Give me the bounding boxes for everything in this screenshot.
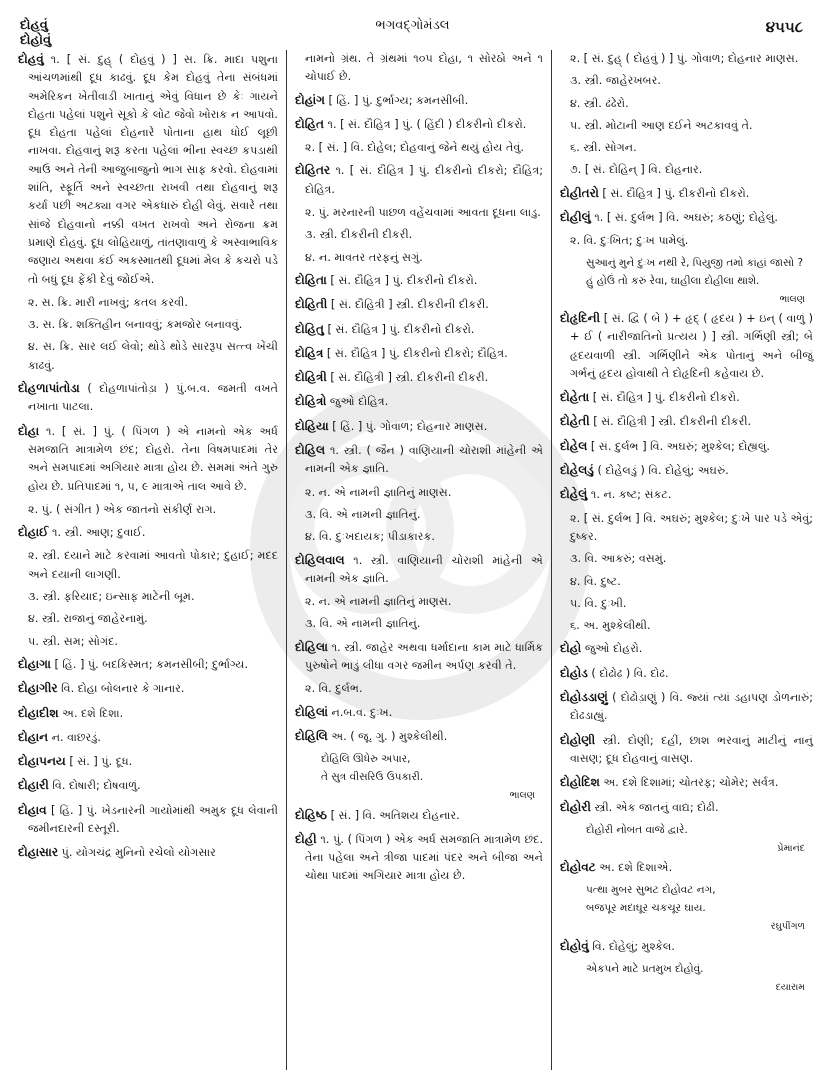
definition: ૧. સ્ત્રી. ( જૈન ) વાણિયાની ચોરાશી માંહેની એ નામની એક જ્ઞાતિ. — [305, 444, 544, 476]
definition: ૧. સ્ત્રી. વાણિયાની ચોરાશી માંહેની એ નામની એક જ્ઞાતિ. — [305, 553, 543, 585]
definition: ૨. ન. એ નામની જ્ઞાતિનું માણસ. — [305, 595, 452, 609]
dictionary-entry — [295, 417, 543, 436]
definition: ( દોઢોડ઼ાણું ) વિ. જ્યાં ત્યાં ડહાપણ ડોળનારું; દોઢડાહ્યું. — [570, 691, 813, 723]
dictionary-entry — [560, 208, 813, 227]
definition: ૫. વિ. દુઃખી. — [570, 596, 627, 610]
definition: [ સં. દુર્લભ ] વિ. અઘરું; મુશ્કેલ; દોહ્યલું. — [590, 439, 770, 453]
definition: ૩. સ્ત્રી. દીકરીની દીકરી. — [305, 228, 413, 242]
definition: ૪. વિ. દુઃખદાયક; પીડાકારક. — [305, 530, 435, 544]
headword: દોહેતા — [560, 390, 590, 405]
headword: દોહાપનય — [18, 754, 66, 769]
dictionary-entry — [18, 801, 278, 839]
dictionary-entry — [560, 461, 813, 480]
definition: ( દોહળાપાંતોડ઼ા ) પું.બ.વ. જમતી વખતે નખાતા પાટલા. — [28, 382, 278, 414]
sub-definition — [18, 294, 278, 312]
headword: દોહીલું — [560, 210, 591, 225]
headword: દોહા — [18, 423, 40, 438]
sub-definition — [560, 95, 813, 113]
definition: ૧. સ્ત્રી. જાહેર અથવા ધર્માદાના કામ માટે ધાર્મિક પુરુષોને ભાડું લીધા વગર જમીન અર્પણ કરવી તે. — [305, 640, 543, 673]
definition: પું. યોગચંદ્ર મુનિનો રચેલો યોગસાર — [61, 846, 216, 860]
sub-definition — [560, 595, 813, 613]
definition: ૬. સ્ત્રી. સોગન. — [570, 141, 637, 155]
definition: ૪. સ્ત્રી. રાજાનું જાહેરનામું. — [28, 612, 148, 626]
definition: [ હિં. ] પું. ગોવાળ; દોહનાર માણસ. — [332, 419, 488, 433]
quotation-source: ભાલણ — [779, 293, 805, 305]
definition: ૫. સ્ત્રી. મોટાની આણ દઈને અટકાવવું તે. — [570, 118, 753, 132]
dictionary-entry — [560, 773, 813, 792]
dictionary-entry — [18, 655, 278, 674]
definition: [ સં. દૌહિત્રી ] સ્ત્રી. દીકરીની દીકરી. — [330, 298, 489, 312]
headword: દોહી — [295, 831, 317, 846]
sub-definition — [295, 50, 543, 87]
definition: ૪. વિ. દુષ્ટ. — [570, 574, 621, 588]
quotation-source: ભાલણ — [509, 790, 535, 802]
definition: ( દોઢોઢ઼ ) વિ. દોઢ. — [591, 666, 669, 680]
sub-definition — [560, 117, 813, 135]
dictionary-entry — [560, 309, 813, 383]
headword: દોહો — [560, 641, 582, 656]
definition: ૨. વિ. દુર્લભ. — [305, 682, 363, 696]
definition: [ સં. દૌહિત્ર ] પું. દીકરીનો દીકરો. — [592, 391, 740, 405]
definition: [ હિં. ] પું. દુર્ભાગ્ય; કમનસીબી. — [328, 93, 469, 107]
definition: ન. વાછરડું. — [51, 730, 101, 744]
dictionary-entry — [295, 703, 543, 722]
quotation-source: દયારામ — [775, 981, 805, 993]
definition: ૩. સ્ત્રી. ફરિયાદ; ઇન્સાફ માટેની બૂમ. — [28, 590, 195, 604]
sub-definition — [560, 232, 813, 250]
headword: દોહેલું — [560, 487, 588, 502]
definition: [ સં. દૌહિત્રી ] સ્ત્રી. દીકરીની દીકરી. — [593, 415, 752, 429]
dictionary-entry — [295, 368, 543, 387]
definition: [ સં. ] પું. દૂધ. — [69, 755, 133, 769]
definition: ૨. પું. મરનારની પાછળ વહેંચવામાં આવતા દૂધના લાડુ. — [305, 206, 541, 220]
dictionary-entry — [18, 379, 278, 417]
definition: ૧. [ સં. દૌહિત્ર ] પું. દીકરીનો દીકરો; દૌહિત્ર; દોહિત્ર. — [305, 164, 543, 196]
definition: વિ. દોહા બોલનાર કે ગાનાર. — [61, 682, 185, 696]
headword: દોહિલા — [295, 639, 328, 654]
headword: દોહાંગ — [295, 92, 325, 107]
definition: ૩. વિ. આકરું; વસમું. — [570, 552, 667, 566]
headword: દોહિયા — [295, 418, 329, 433]
headword: દોહિત્રો — [295, 394, 327, 409]
dictionary-entry — [295, 320, 543, 339]
definition: વિ. દોહેલું; મુશ્કેલ. — [592, 939, 675, 953]
column-2 — [286, 50, 552, 1070]
definition: જુઓ દોહિત્ર. — [329, 395, 389, 409]
quotation-line: પત્થા મુબર સુભટ દોહોવટ નગ, — [586, 884, 716, 897]
sub-definition — [295, 615, 543, 633]
dictionary-entry — [295, 441, 543, 479]
headword: દોહારી — [18, 778, 49, 793]
definition: ન.બ.વ. દુઃખ. — [331, 705, 393, 719]
definition: ૩. વિ. એ નામની જ્ઞાતિનું. — [305, 507, 421, 521]
quotation-line: બજપૂર મદાઘૂર ચકચૂર ઘાય. — [586, 902, 706, 915]
definition: ૪. ન. માવતર તરફનું સગું. — [305, 250, 423, 264]
definition: ૨. ન. એ નામની જ્ઞાતિનું માણસ. — [305, 485, 452, 499]
headword: દોહોડડાણું — [560, 690, 608, 705]
definition: ૧. [ સં. દૌહિત્ર ] પું. ( હિંદી ) દીકરીનો દીકરો. — [327, 117, 527, 131]
definition: [ સં. દૌહિત્ર ] પું. દીકરીનો દીકરો. — [602, 186, 750, 200]
dictionary-entry — [560, 664, 813, 683]
dictionary-entry — [560, 937, 813, 956]
definition: ૨. સ. ક્રિ. મારી નાખવું; કતલ કરવી. — [28, 295, 188, 309]
headword: દોહોવું — [560, 938, 589, 953]
definition: ૨. [ સં. ] વિ. દોહેલ; દોહવાનું જેને થયું હોય તેવું. — [305, 141, 524, 155]
headword: દોહિલવાલ — [295, 552, 345, 567]
definition: ૩. વિ. એ નામની જ્ઞાતિનું. — [305, 617, 421, 631]
page-header — [0, 14, 825, 54]
quotation-source: પ્રેમાનંદ — [777, 842, 805, 854]
dictionary-entry — [18, 752, 278, 771]
headword: દોહાદીશ — [18, 705, 59, 720]
dictionary-entry — [560, 639, 813, 658]
definition: નામનો ગ્રંથ. તે ગ્રંથમાં ૧૦૫ દોહા, ૧ સોરઠો અને ૧ ચોપાઈ છે. — [305, 52, 543, 84]
quotation-line: સુઆનું મુને દુઃખ નથી રે, પિયુજી તમો કાંહાં જાસો ? — [586, 256, 804, 269]
sub-definition — [18, 547, 278, 584]
dictionary-columns — [18, 50, 813, 1070]
quotation-source: રઘુપીંગળ — [770, 921, 805, 933]
headword: દોહોણી — [560, 732, 596, 747]
definition: ૧. [ સં. દુર્લભ ] વિ. અઘરું; કઠણું; દોહેલું. — [594, 211, 778, 225]
definition: ( દોહેલડું ) વિ. દોહેલું; અઘરું. — [597, 464, 729, 478]
column-3 — [552, 50, 813, 1070]
headword: દોહળાપાંતોડા — [18, 381, 80, 396]
dictionary-entry — [295, 115, 543, 134]
column-1 — [18, 50, 286, 1070]
dictionary-entry — [18, 704, 278, 723]
dictionary-entry — [18, 422, 278, 496]
definition: જુઓ દોહરો. — [584, 642, 643, 656]
headword: દોહિત — [295, 116, 324, 131]
guide-word-last: દોહોવું — [20, 33, 52, 48]
definition: [ સં. દૌહિત્ર ] પું. દીકરીનો દીકરો; દૌહિત્ર. — [326, 346, 508, 360]
quotation-line: એકપને માટે પ્રતમુખ દોહોવું. — [586, 962, 704, 975]
quotation-line: દોહોરી નોબત વાજે દ્વારે. — [586, 823, 688, 836]
sub-definition — [295, 226, 543, 244]
headword: દોહિલાં — [295, 704, 328, 719]
definition: ૬. અ. મુશ્કેલીથી. — [570, 619, 651, 633]
quotation-line: તે સુત્ર વીસરિઉ ઉપકારી. — [321, 771, 424, 784]
definition: ૧. ન. કષ્ટ; સંકટ. — [590, 488, 672, 502]
headword: દોહિષ્ઠ — [295, 807, 328, 822]
definition: ૩. સ. ક્રિ. શક્તિહીન બનાવવું; કમજોર બનાવવું. — [28, 318, 243, 332]
definition: ૨. સ્ત્રી. દયાને માટે કરવામાં આવતો પોકાર; દુહાઈ; મદદ અને દયાની લાગણી. — [28, 549, 278, 581]
sub-definition — [295, 249, 543, 267]
headword: દોહિતી — [295, 297, 328, 312]
definition: ૫. સ્ત્રી. સમ; સોગંદ. — [28, 634, 118, 648]
definition: ૨. પું. ( સંગીત ) એક જાતનો સંકીર્ણ રાગ. — [28, 502, 217, 516]
sub-definition — [560, 510, 813, 547]
dictionary-entry — [295, 638, 543, 676]
headword: દોહિત્ર — [295, 345, 324, 360]
headword: દોહોવટ — [560, 860, 596, 875]
sub-definition — [18, 588, 278, 606]
dictionary-entry — [560, 798, 813, 817]
dictionary-entry — [295, 727, 543, 746]
definition: [ હિં. ] પું. બદકિસ્મત; કમનસીબી; દુર્ભાગ્ય. — [54, 657, 249, 671]
headword: દોહોરી — [560, 799, 591, 814]
sub-definition — [560, 161, 813, 179]
headword: દોહૃદિની — [560, 310, 601, 325]
sub-definition — [295, 506, 543, 524]
dictionary-entry — [18, 843, 278, 862]
dictionary-entry — [295, 551, 543, 589]
definition: ૧. [ સં. ] પું. ( પિંગળ ) એ નામનો એક અર્ધ સમજાતિ માત્રામેળ છંદ; દોહરો. તેના વિષમપાદમાં તેર અને સમપાદમાં અગિયાર માત્રા હોય છે. સમમાં અંતે ગુરુ હોય છે. પ્રતિપાદમાં ૧, ૫, ૯ માત્રાએ તાલ આવે છે. — [28, 424, 278, 493]
dictionary-entry — [18, 679, 278, 698]
sub-definition — [18, 633, 278, 651]
headword: દોહાન — [18, 729, 49, 744]
definition: અ. દશે દિશા. — [62, 706, 124, 720]
book-title: ભગવદ્ગોમંડલ — [375, 18, 450, 33]
definition: ૨. વિ. દુઃખિત; દુઃખ પામેલું. — [570, 234, 689, 248]
headword: દોહીતરો — [560, 185, 599, 200]
headword: દોહિતુ — [295, 321, 324, 336]
definition: સ્ત્રી. એક જાતનું વાદ્ય; દોઢી. — [594, 800, 719, 814]
definition: ૨. [ સં. દુર્લભ ] વિ. અઘરું; મુશ્કેલ; દુઃખે પાર પડે એવું; દુષ્કર. — [570, 511, 813, 543]
dictionary-entry — [295, 830, 543, 886]
dictionary-entry — [560, 184, 813, 203]
headword: દોહવું — [18, 52, 44, 66]
definition: વિ. દોષારી; દોષવાળું. — [52, 779, 141, 793]
dictionary-entry — [560, 388, 813, 407]
definition: [ સં. દૌહિત્ર ] પું. દીકરીનો દીકરો. — [327, 322, 475, 336]
headword: દોહિત્રી — [295, 370, 327, 385]
definition: અ. દશે દિશાએ. — [599, 861, 673, 875]
dictionary-entry — [295, 161, 543, 199]
headword: દોહાવ — [18, 802, 47, 817]
dictionary-entry — [560, 412, 813, 431]
sub-definition — [295, 484, 543, 502]
dictionary-entry — [560, 485, 813, 504]
definition: અ. ( જૂ. ગુ. ) મુશ્કેલીથી. — [331, 729, 448, 743]
definition: ૧. [ સં. દુહ્ ( દોહવું ) ] સ. ક્રિ. માદા પશુના આંચળમાંથી દૂધ કાઢવું. દૂધ કેમ દોહવું તેના સંબંધમાં અમેરિકન ખેતીવાડી ખાતાનું એવું વિધાન છે કેઃ ગાયને દોહતા પહેલાં પશુને સૂકો કે લોટ જેવો ખોરાક ન આપવો. દૂધ દોહતા પહેલાં દોહનારે પોતાના હાથ ધોઈ લૂછી નાખવા. દોહવાનું શરૂ કરતા પહેલાં ભીના સ્વચ્છ કપડાથી આઉ અને તેની આજુબાજુનો ભાગ સાફ કરવો. દોહવામાં શાંતિ, સ્ફૂર્તિ અને સ્વચ્છતા રાખવી તથા દોહવાનું શરૂ કર્યા પછી અટક્યા વગર એકધારું દોહી લેવું. સવારે તથા સાંજે દોહવાનો નક્કી વખત રાખવો અને રોજના ક્રમ પ્રમાણે દોહવું. દૂધ લોહિયાળું, તાંતણાવાળું કે અસ્વાભાવિક જણાય અથવા કંઈ અકસ્માતથી દૂધમાં મેલ કે કચરો પડે તો બધું દૂધ ફેંકી દેવું જોઈએ. — [28, 53, 278, 286]
sub-definition — [560, 550, 813, 568]
dictionary-entry — [295, 295, 543, 314]
definition: [ હિં. ] પું. ખેડનારની ગાયોમાંથી અમુક દૂધ લેવાની જમીનદારની દસ્તૂરી. — [28, 803, 278, 835]
definition: ૩. સ્ત્રી. જાહેરખબર. — [570, 74, 661, 88]
dictionary-entry — [560, 858, 813, 877]
sub-definition — [560, 617, 813, 635]
page-number: ૪૫૫૮ — [765, 18, 803, 36]
definition: ૧. પું. ( પિંગળ ) એક અર્ધ સમજાતિ માત્રામેળ છંદ. તેના પહેલા અને ત્રીજા પાદમાં પંદર અને બીજા અને ચોથા પાદમાં અગિયાર માત્રા હોય છે. — [305, 832, 543, 883]
headword: દોહેલ — [560, 438, 588, 453]
definition: અ. દશે દિશામાં; ચોતરફ; ચોમેર; સર્વત્ર. — [603, 776, 779, 790]
dictionary-entry — [295, 344, 543, 363]
definition: ૭. [ સં. દોહિન્ ] વિ. દોહનાર. — [570, 163, 703, 177]
definition: [ સં. દ્વિ ( બે ) + હૃદ્ ( હૃદય ) + ઇન્ ( વાળું ) + ઈ ( નારીજાતિનો પ્રત્યય ) ] સ્ત્રી. ગર્ભિણી સ્ત્રી; બે હૃદયવાળી સ્ત્રી. ગર્ભિણીને એક પોતાનું અને બીજું ગર્ભનું હૃદય હોવાથી તે દોહૃદિની કહેવાય છે. — [570, 311, 813, 380]
definition: [ સં. ] વિ. અતિશય દોહનાર. — [330, 808, 460, 822]
guide-word-first: દોહવું — [20, 18, 48, 33]
dictionary-entry — [295, 271, 543, 290]
sub-definition — [18, 501, 278, 519]
definition: સ્ત્રી. દોણી; દહીં, છાશ ભરવાનું માટીનું નાનું વાસણ; દૂધ દોહવાનું વાસણ. — [570, 733, 813, 765]
definition: ૨. [ સં. દુહ્ ( દોહવું ) ] પું. ગોવાળ; દોહનાર માણસ. — [570, 52, 799, 65]
headword: દોહાઈ — [18, 525, 49, 540]
sub-definition — [18, 316, 278, 334]
dictionary-entry — [560, 437, 813, 456]
sub-definition — [560, 50, 813, 68]
headword: દોહેતી — [560, 414, 590, 429]
headword: દોહાગીર — [18, 681, 58, 696]
sub-definition — [18, 338, 278, 375]
definition: ૧. સ્ત્રી. આણ; દુવાઈ. — [52, 526, 146, 540]
headword: દોહોડ — [560, 665, 588, 680]
headword: દોહેલડું — [560, 463, 594, 478]
dictionary-entry — [18, 50, 278, 289]
dictionary-entry — [18, 523, 278, 542]
dictionary-entry — [295, 91, 543, 110]
sub-definition — [295, 593, 543, 611]
headword: દોહાસાર — [18, 845, 59, 860]
headword: દોહિલિ — [295, 728, 328, 743]
headword: દોહિતા — [295, 272, 327, 287]
definition: ૪. સ્ત્રી. ઢંઢેરો. — [570, 96, 629, 110]
dictionary-entry — [18, 776, 278, 795]
dictionary-entry — [18, 728, 278, 747]
sub-definition — [295, 680, 543, 698]
sub-definition — [295, 139, 543, 157]
dictionary-entry — [560, 688, 813, 726]
quotation-line: હું હોઉં તો કરું રેવા, ઘાહીલા દોહીલા થાશે. — [586, 274, 760, 287]
definition: [ સં. દૌહિત્ર ] પું. દીકરીનો દીકરો. — [330, 273, 478, 287]
sub-definition — [18, 610, 278, 628]
headword: દોહિલ — [295, 443, 326, 458]
sub-definition — [560, 573, 813, 591]
definition: ૪. સ. ક્રિ. સાર લઈ લેવો; થોડે થોડે સારરૂપ સત્ત્વ ખેંચી કાઢવું. — [28, 340, 278, 372]
sub-definition — [560, 72, 813, 90]
dictionary-entry — [560, 731, 813, 769]
headword: દોહિતર — [295, 163, 331, 178]
dictionary-entry — [295, 806, 543, 825]
sub-definition — [295, 528, 543, 546]
headword: દોહોદિશ — [560, 775, 600, 790]
headword: દોહાગા — [18, 656, 51, 671]
dictionary-entry — [295, 392, 543, 411]
quotation-line: દોહિલિ ઊધેરુ અપાર, — [321, 753, 411, 766]
definition: [ સં. દૌહિત્રી ] સ્ત્રી. દીકરીની દીકરી. — [330, 371, 489, 385]
sub-definition — [295, 204, 543, 222]
sub-definition — [560, 139, 813, 157]
